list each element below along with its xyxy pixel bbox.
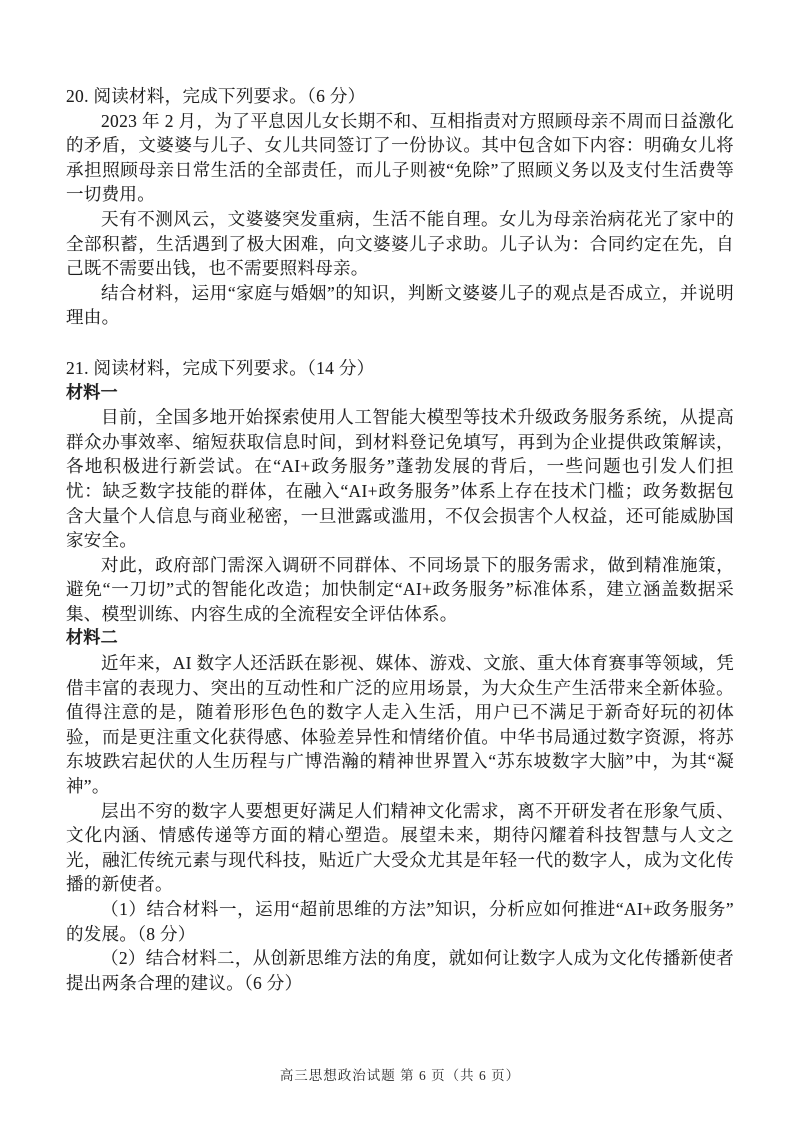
material-1-label: 材料一 [66, 382, 118, 402]
question-21-heading: 21. 阅读材料，完成下列要求。（14 分） [66, 357, 375, 378]
material-2-paragraph-1: 近年来，AI 数字人还活跃在影视、媒体、游戏、文旅、重大体育赛事等领域，凭借丰富的表现力、突出的互动性和广泛的应用场景，为大众生产生活带来全新体验。值得注意的是，随着形形色色的数字人走入生活，用户已不满足于新奇好玩的初体验，而是更注重文化获得感、体验差异性和情绪价值。中华书局通过数字资源，将苏东坡跌宕起伏的人生历程与广博浩瀚的精神世界置入“苏东坡数字大脑”中，为其“凝神”。 [66, 653, 734, 797]
material-1-paragraph-2: 对此，政府部门需深入调研不同群体、不同场景下的服务需求，做到精准施策，避免“一刀切”式的智能化改造；加快制定“AI+政务服务”标准体系，建立涵盖数据采集、模型训练、内容生成的全流程安全评估体系。 [66, 554, 734, 624]
question-21-subquestion-2: （2）结合材料二，从创新思维方法的角度，就如何让数字人成为文化传播新使者提出两条合理的建议。（6 分） [66, 948, 734, 993]
material-2-label: 材料二 [66, 628, 118, 648]
question-20-section [66, 84, 734, 330]
exam-content [66, 84, 734, 995]
material-1-paragraph-1: 目前，全国多地开始探索使用人工智能大模型等技术升级政务服务系统，从提高群众办事效率、缩短获取信息时间，到材料登记免填写，再到为企业提供政策解读，各地积极进行新尝试。在“AI+政务服务”蓬勃发展的背后，一些问题也引发人们担忧：缺乏数字技能的群体，在融入“AI+政务服务”体系上存在技术门槛；政务数据包含大量个人信息与商业秘密，一旦泄露或滥用，不仅会损害个人权益，还可能威胁国家安全。 [66, 407, 734, 551]
question-21-section [66, 356, 734, 995]
question-20-heading: 20. 阅读材料，完成下列要求。（6 分） [66, 86, 366, 106]
question-20-paragraph-2: 天有不测风云，文婆婆突发重病，生活不能自理。女儿为母亲治病花光了家中的全部积蓄，生活遇到了极大困难，向文婆婆儿子求助。儿子认为：合同约定在先，自己既不需要出钱，也不需要照料母亲。 [66, 208, 734, 279]
material-2-paragraph-2: 层出不穷的数字人要想更好满足人们精神文化需求，离不开研发者在形象气质、文化内涵、情感传递等方面的精心塑造。展望未来，期待闪耀着科技智慧与人文之光，融汇传统元素与现代科技，贴近广大受众尤其是年轻一代的数字人，成为文化传播的新使者。 [66, 800, 734, 895]
page-footer: 高三思想政治试题 第 6 页（共 6 页） [279, 1068, 521, 1083]
question-20-task: 结合材料，运用“家庭与婚姻”的知识，判断文婆婆儿子的观点是否成立，并说明理由。 [66, 282, 734, 328]
question-21-subquestion-1: （1）结合材料一，运用“超前思维的方法”知识，分析应如何推进“AI+政务服务”的发展。（8 分） [66, 899, 734, 944]
question-20-paragraph-1: 2023 年 2 月，为了平息因儿女长期不和、互相指责对方照顾母亲不周而日益激化的矛盾，文婆婆与儿子、女儿共同签订了一份协议。其中包含如下内容：明确女儿将承担照顾母亲日常生活的全部责任，而儿子则被“免除”了照顾义务以及支付生活费等一切费用。 [66, 110, 734, 205]
